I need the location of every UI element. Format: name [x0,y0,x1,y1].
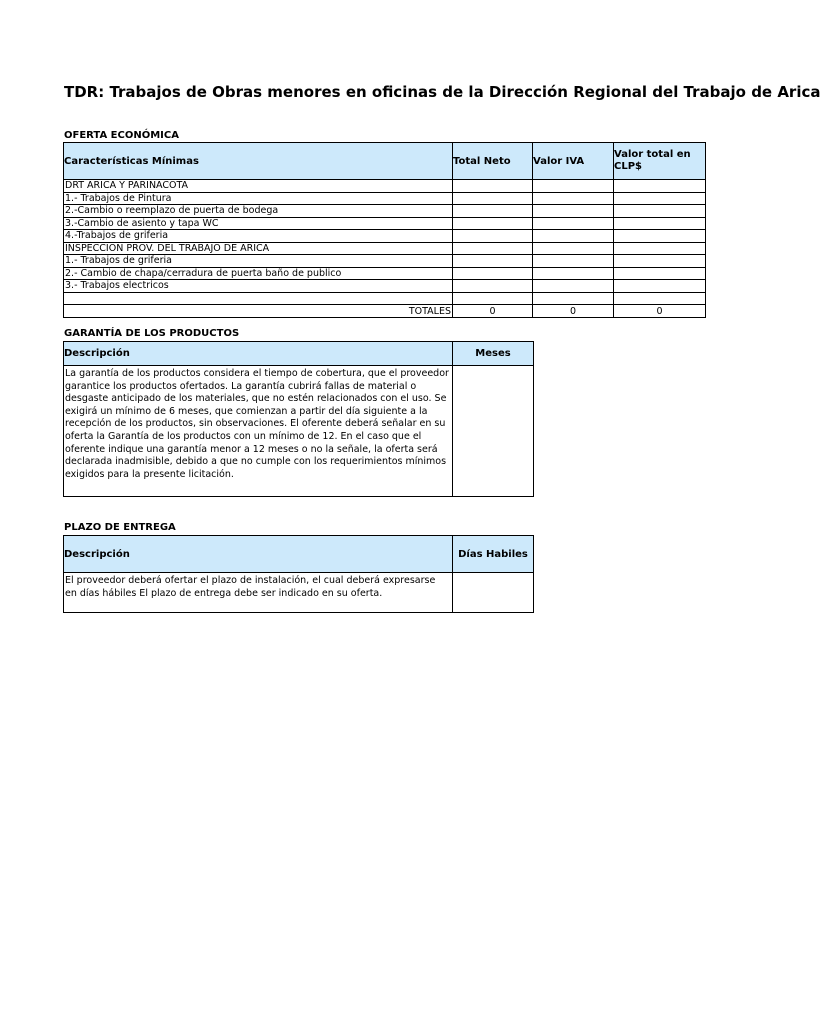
garantia-heading: GARANTÍA DE LOS PRODUCTOS [64,328,240,339]
cell-neto[interactable] [453,180,533,193]
col-descripcion: Descripción [64,536,453,573]
cell-total[interactable] [614,217,706,230]
col-dias-habiles: Días Habiles [453,536,534,573]
cell-total[interactable] [614,180,706,193]
cell-neto[interactable] [453,242,533,255]
cell-neto[interactable] [453,230,533,243]
cell-total[interactable] [614,192,706,205]
cell-total[interactable] [614,242,706,255]
cell-total[interactable] [614,267,706,280]
oferta-table [63,142,706,318]
plazo-table [63,535,534,613]
cell-neto[interactable] [453,217,533,230]
oferta-row-label: 2.-Cambio o reemplazo de puerta de bodega [64,205,453,218]
cell-neto[interactable] [453,192,533,205]
cell-total[interactable] [614,255,706,268]
cell-iva[interactable] [533,180,614,193]
garantia-table [63,341,534,497]
cell-iva[interactable] [533,217,614,230]
oferta-row-label: INSPECCION PROV. DEL TRABAJO DE ARICA [64,242,453,255]
col-total-neto: Total Neto [453,143,533,180]
oferta-row-label: 2.- Cambio de chapa/cerradura de puerta baño de publico [64,267,453,280]
cell-iva[interactable] [533,205,614,218]
cell-total[interactable] [614,205,706,218]
col-caracteristicas: Características Mínimas [64,143,453,180]
cell-iva[interactable] [533,280,614,293]
col-valor-iva: Valor IVA [533,143,614,180]
col-valor-total: Valor total en CLP$ [614,143,706,180]
cell-iva[interactable] [533,242,614,255]
cell-neto[interactable] [453,280,533,293]
cell-neto[interactable] [453,292,533,305]
total-total-value: 0 [614,305,706,318]
cell-neto[interactable] [453,255,533,268]
oferta-heading: OFERTA ECONÓMICA [64,130,179,141]
plazo-heading: PLAZO DE ENTREGA [64,522,176,533]
oferta-row-label: 1.- Trabajos de griferia [64,255,453,268]
cell-iva[interactable] [533,192,614,205]
cell-iva[interactable] [533,230,614,243]
dias-input-cell[interactable] [453,573,534,613]
oferta-row-label: 3.-Cambio de asiento y tapa WC [64,217,453,230]
oferta-row-label: DRT ARICA Y PARINACOTA [64,180,453,193]
cell-total[interactable] [614,230,706,243]
col-meses: Meses [453,342,534,366]
total-iva-value: 0 [533,305,614,318]
garantia-description: La garantía de los productos considera el tiempo de cobertura, que el proveedor garantice los productos ofertados. La garantía cubrirá fallas de material o desgaste anticipado de los materiales, que no estén relacionados con el uso. Se exigirá un mínimo de 6 meses, que comienzan a partir del día siguiente a la recepción de los productos, sin observaciones. El oferente deberá señalar en su oferta la Garantía de los productos con un mínimo de 12. En el caso que el oferente indique una garantía menor a 12 meses o no la señale, la oferta será declarada inadmisible, debido a que no cumple con los requerimientos mínimos exigidos para la presente licitación. [64,366,453,497]
totals-label: TOTALES [64,305,453,318]
oferta-row-label [64,292,453,305]
col-descripcion: Descripción [64,342,453,366]
cell-neto[interactable] [453,205,533,218]
cell-total[interactable] [614,292,706,305]
oferta-row-label: 4.-Trabajos de griferia [64,230,453,243]
cell-neto[interactable] [453,267,533,280]
cell-iva[interactable] [533,267,614,280]
document-title: TDR: Trabajos de Obras menores en oficinas de la Dirección Regional del Trabajo de Arica [64,83,820,101]
oferta-row-label: 1.- Trabajos de Pintura [64,192,453,205]
cell-iva[interactable] [533,292,614,305]
cell-total[interactable] [614,280,706,293]
cell-iva[interactable] [533,255,614,268]
plazo-description: El proveedor deberá ofertar el plazo de instalación, el cual deberá expresarse en días hábiles El plazo de entrega debe ser indicado en su oferta. [64,573,453,613]
oferta-row-label: 3.- Trabajos electricos [64,280,453,293]
total-neto-value: 0 [453,305,533,318]
meses-input-cell[interactable] [453,366,534,497]
